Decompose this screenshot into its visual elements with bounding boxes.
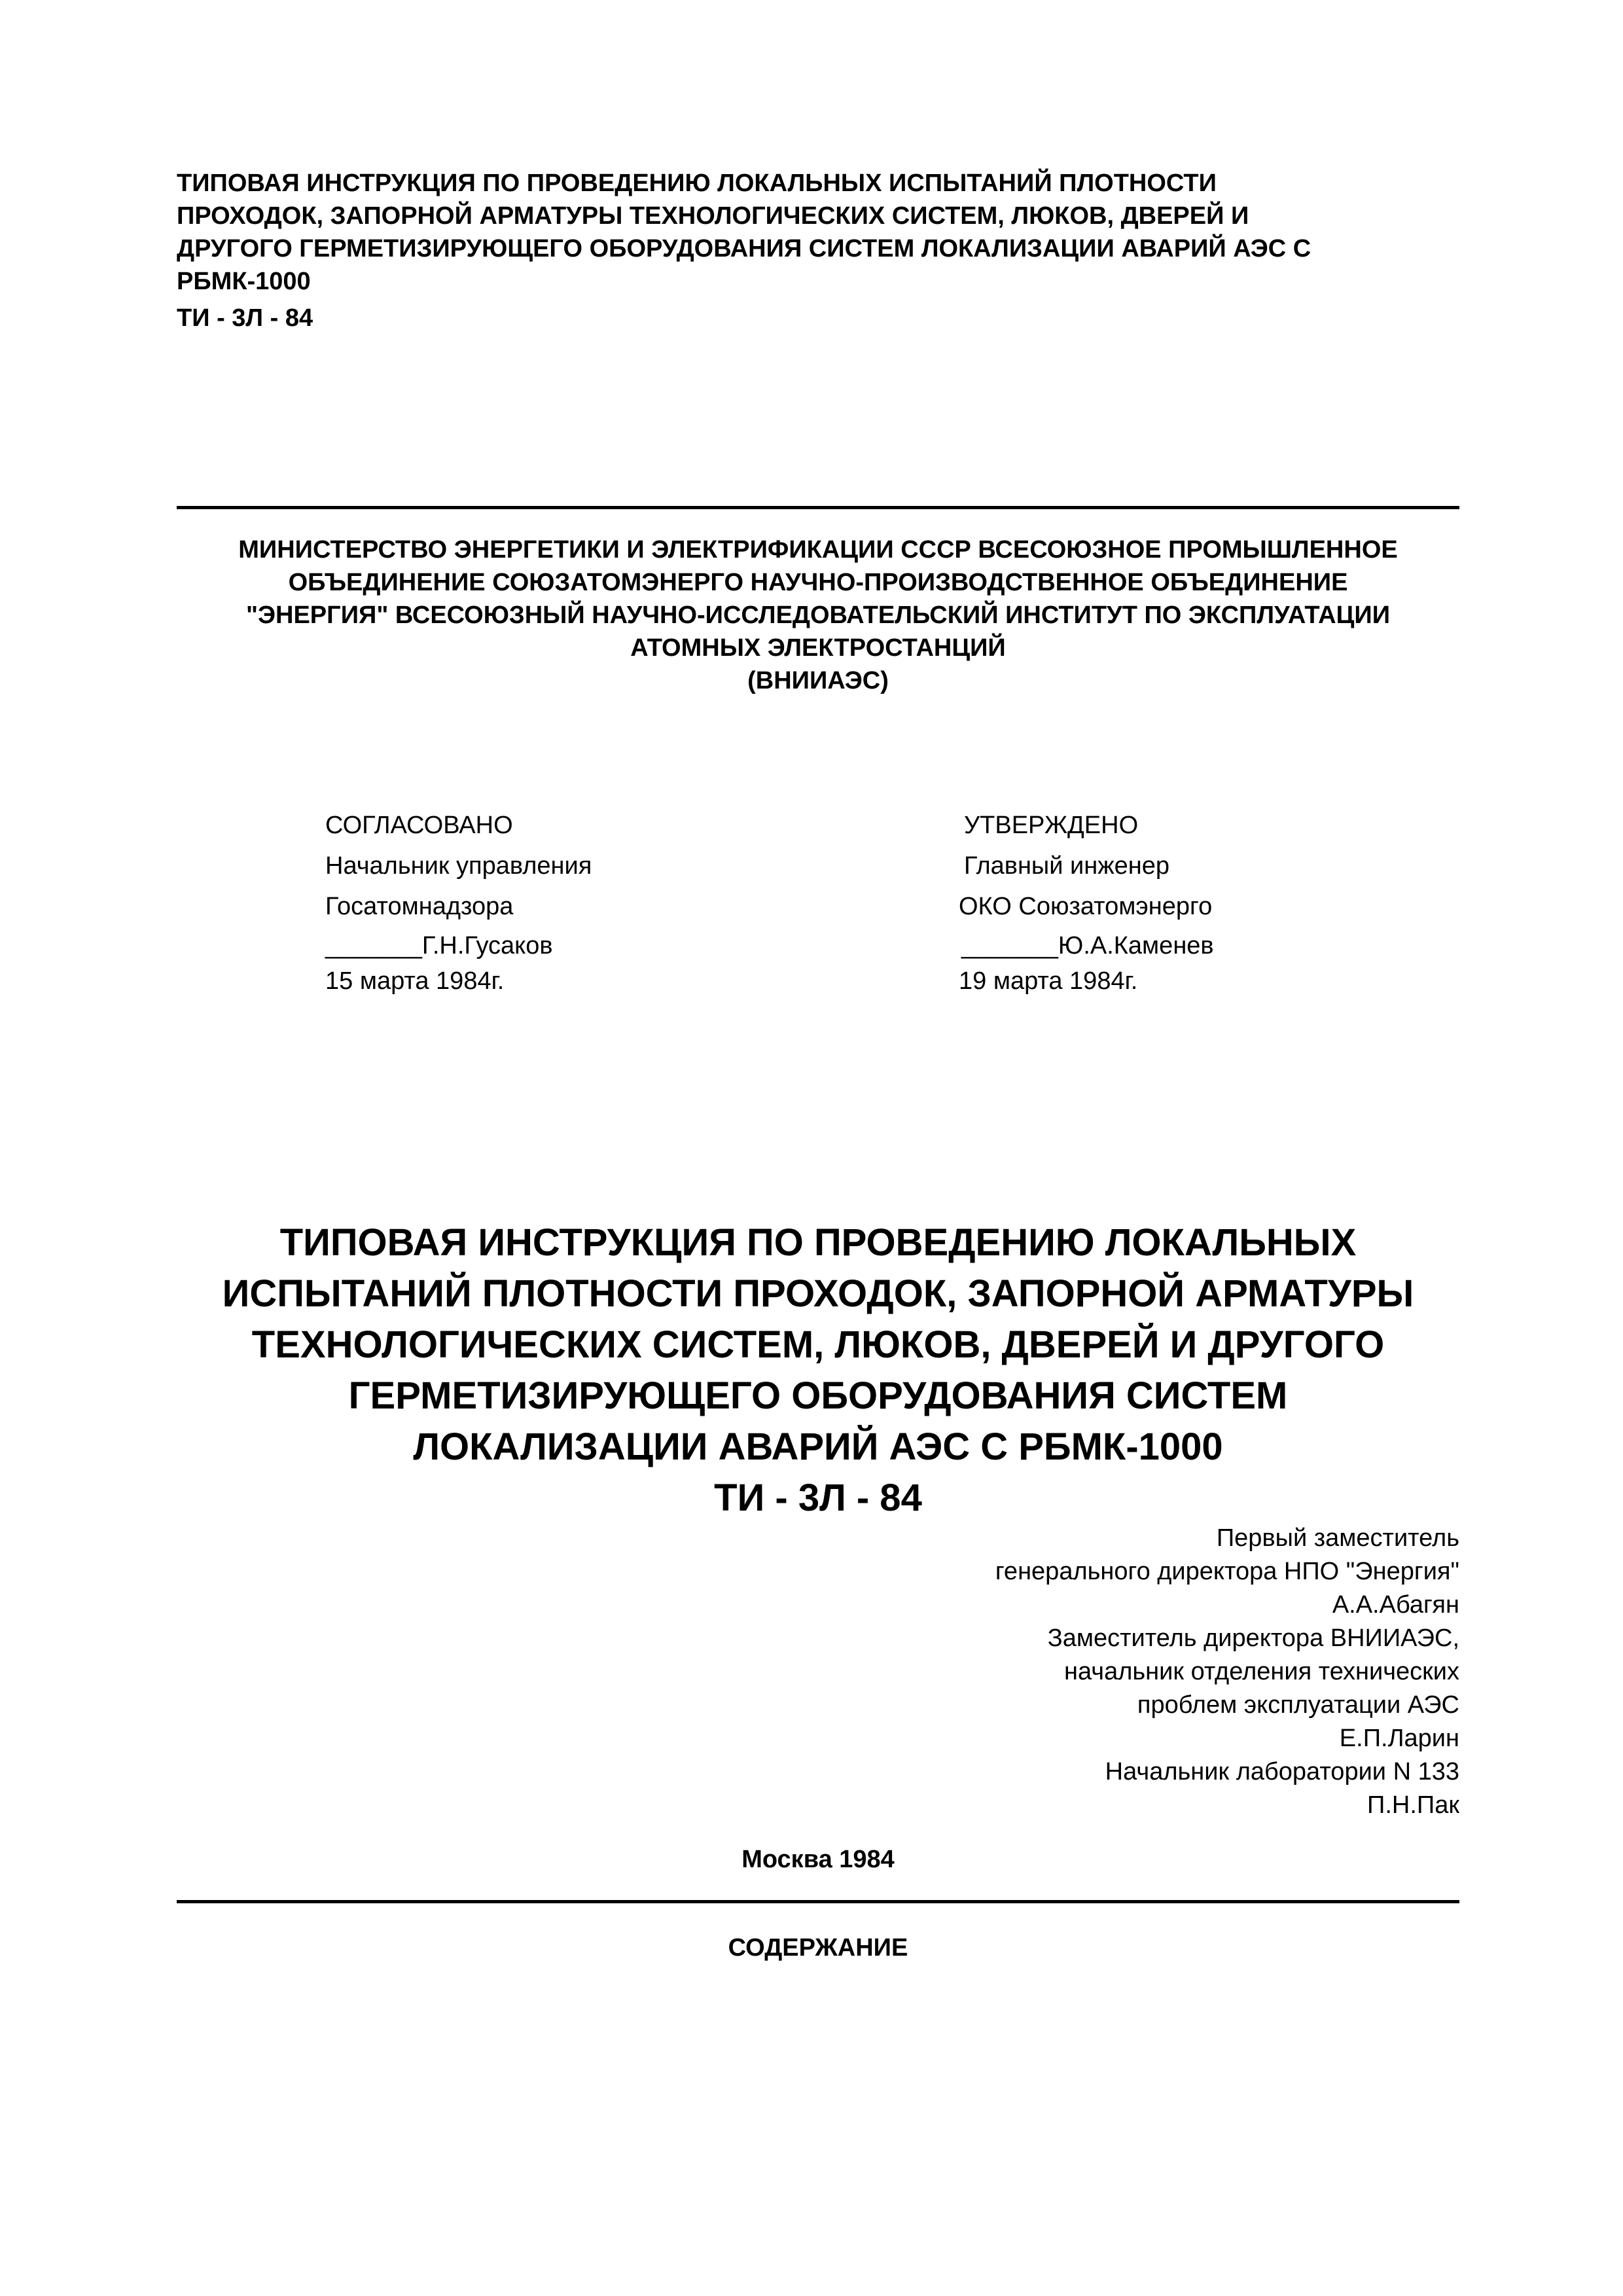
organization-line: АТОМНЫХ ЭЛЕКТРОСТАНЦИЙ: [630, 634, 1006, 662]
top-divider: [177, 506, 1459, 509]
title-line: ТИПОВАЯ ИНСТРУКЦИЯ ПО ПРОВЕДЕНИЮ ЛОКАЛЬНЫХ: [279, 1221, 1357, 1264]
organization-line: ОБЪЕДИНЕНИЕ СОЮЗАТОМЭНЕРГО НАУЧНО-ПРОИЗВОДСТВЕННОЕ ОБЪЕДИНЕНИЕ: [288, 569, 1348, 596]
contents-heading: СОДЕРЖАНИЕ: [728, 1934, 908, 1962]
document-header: [177, 167, 1472, 334]
approved-block: [959, 805, 1214, 997]
header-line: ПРОХОДОК, ЗАПОРНОЙ АРМАТУРЫ ТЕХНОЛОГИЧЕСКИХ СИСТЕМ, ЛЮКОВ, ДВЕРЕЙ И: [177, 202, 1249, 230]
header-line: ДРУГОГО ГЕРМЕТИЗИРУЮЩЕГО ОБОРУДОВАНИЯ СИСТЕМ ЛОКАЛИЗАЦИИ АВАРИЙ АЭС С: [177, 235, 1311, 262]
organization-line: МИНИСТЕРСТВО ЭНЕРГЕТИКИ И ЭЛЕКТРИФИКАЦИИ СССР ВСЕСОЮЗНОЕ ПРОМЫШЛЕННОЕ: [238, 536, 1398, 564]
organization-line: "ЭНЕРГИЯ" ВСЕСОЮЗНЫЙ НАУЧНО-ИССЛЕДОВАТЕЛЬСКИЙ ИНСТИТУТ ПО ЭКСПЛУАТАЦИИ: [245, 601, 1391, 629]
title-line: ИСПЫТАНИЙ ПЛОТНОСТИ ПРОХОДОК, ЗАПОРНОЙ АРМАТУРЫ: [222, 1272, 1414, 1315]
title-code: ТИ - 3Л - 84: [714, 1477, 922, 1519]
author-line: генерального директора НПО "Энергия": [995, 1558, 1459, 1585]
agreed-signature: _______Г.Н.Гусаков: [325, 932, 553, 960]
approved-signature: _______Ю.А.Каменев: [961, 932, 1214, 960]
author-line: начальник отделения технических: [1064, 1658, 1459, 1685]
city-year: Москва 1984: [741, 1846, 895, 1873]
author-line: Первый заместитель: [1216, 1524, 1459, 1552]
agreed-heading: СОГЛАСОВАНО: [325, 812, 513, 839]
author-line: Заместитель директора ВНИИАЭС,: [1047, 1624, 1459, 1652]
header-line: РБМК-1000: [177, 268, 311, 295]
author-line: П.Н.Пак: [1367, 1791, 1459, 1819]
agreed-date: 15 марта 1984г.: [325, 967, 505, 995]
title-line: ЛОКАЛИЗАЦИИ АВАРИЙ АЭС С РБМК-1000: [413, 1426, 1223, 1468]
header-line: ТИПОВАЯ ИНСТРУКЦИЯ ПО ПРОВЕДЕНИЮ ЛОКАЛЬНЫХ ИСПЫТАНИЙ ПЛОТНОСТИ: [177, 170, 1217, 197]
author-line: А.А.Абагян: [1332, 1591, 1459, 1619]
title-line: ТЕХНОЛОГИЧЕСКИХ СИСТЕМ, ЛЮКОВ, ДВЕРЕЙ И ДРУГОГО: [251, 1323, 1385, 1366]
header-code: ТИ - 3Л - 84: [177, 304, 313, 332]
author-line: Начальник лаборатории N 133: [1105, 1758, 1459, 1785]
document-title: [177, 1217, 1459, 1524]
authors-block: [995, 1522, 1459, 1822]
bottom-divider: [177, 1900, 1459, 1903]
agreed-org: Госатомнадзора: [325, 893, 514, 920]
organization-line: (ВНИИАЭС): [747, 667, 889, 694]
approved-position: Главный инженер: [964, 852, 1170, 880]
approved-org: ОКО Союзатомэнерго: [959, 893, 1213, 920]
approved-heading: УТВЕРЖДЕНО: [964, 812, 1139, 839]
agreed-block: [325, 805, 592, 997]
author-line: проблем эксплуатации АЭС: [1137, 1691, 1459, 1719]
approved-date: 19 марта 1984г.: [959, 967, 1138, 995]
title-line: ГЕРМЕТИЗИРУЮЩЕГО ОБОРУДОВАНИЯ СИСТЕМ: [348, 1374, 1288, 1417]
organization-block: [177, 533, 1459, 697]
agreed-position: Начальник управления: [325, 852, 592, 880]
author-line: Е.П.Ларин: [1339, 1725, 1459, 1752]
